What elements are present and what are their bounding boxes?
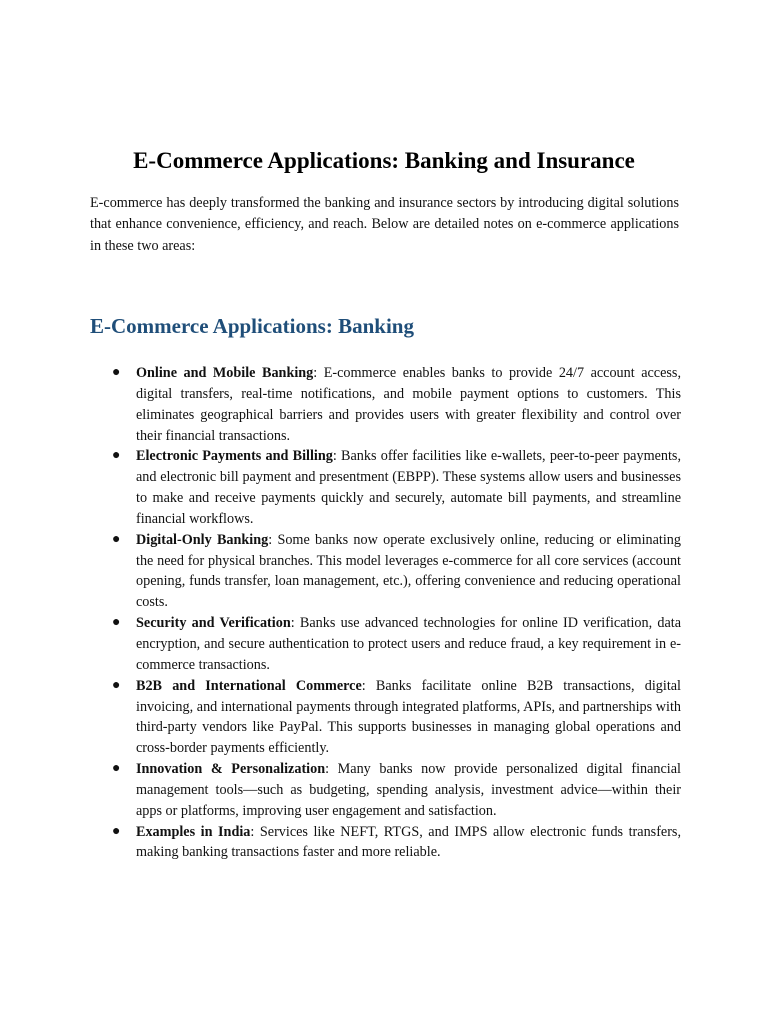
bullet-term: Online and Mobile Banking — [136, 365, 314, 381]
bullet-text: : Some banks now operate exclusively online, reducing or eliminating the need for physical branches. This model leverages e-commerce for all core services (account opening, funds transfer, loan management, etc.), offering convenience and reducing operational costs. — [136, 531, 681, 611]
bullet-icon: ● — [112, 823, 121, 839]
document-title: E-Commerce Applications: Banking and Insurance — [133, 148, 635, 173]
bullet-text: : Banks offer facilities like e-wallets, peer-to-peer payments, and electronic bill payment and presentment (EBPP). These systems allow users and businesses to make and receive payments quickly and securely, automate bill payments, and streamline financial workflows. — [136, 448, 682, 527]
bullet-icon: ● — [112, 677, 121, 693]
section-heading-banking: E-Commerce Applications: Banking — [90, 314, 414, 338]
bullet-text: : Banks use advanced technologies for online ID verification, data encryption, and secure authentication to protect users and reduce fraud, a key requirement in e-commerce transactions. — [136, 615, 681, 673]
intro-paragraph: E-commerce has deeply transformed the banking and insurance sectors by introducing digital solutions that enhance convenience, efficiency, and reach. Below are detailed notes on e-commerce applications in these two areas: — [90, 195, 679, 254]
bullet-term: B2B and International Commerce — [136, 677, 362, 694]
bullet-term: Examples in India — [136, 823, 251, 840]
bullet-item — [112, 613, 681, 676]
bullet-item — [112, 759, 681, 822]
bullet-item — [112, 363, 681, 446]
bullet-item — [112, 822, 682, 864]
bullet-icon: ● — [112, 448, 121, 464]
bullet-icon: ● — [112, 531, 121, 547]
bullet-icon: ● — [112, 761, 121, 777]
bullet-text: : Many banks now provide personalized digital financial management tools—such as budgeting, spending analysis, investment advice—within their apps or platforms, improving user engagement and satisfaction. — [136, 761, 681, 819]
bullet-item — [112, 530, 681, 613]
bullet-term: Security and Verification — [136, 615, 291, 632]
banking-bullet-list — [112, 363, 682, 863]
bullet-term: Electronic Payments and Billing — [136, 448, 333, 465]
bullet-item — [112, 676, 682, 759]
bullet-text: : E-commerce enables banks to provide 24/7 account access, digital transfers, real-time notifications, and mobile payment options to customers. This eliminates geographical barriers and provides users with greater flexibility and control over their financial transactions. — [136, 365, 681, 444]
bullet-icon: ● — [112, 365, 121, 380]
bullet-text: : Banks facilitate online B2B transactions, digital invoicing, and international payments through integrated platforms, APIs, and partnerships with third-party vendors like PayPal. This supports businesses in managing global operations and cross-border payments efficiently. — [136, 677, 682, 757]
bullet-term: Innovation & Personalization — [136, 761, 326, 778]
bullet-icon: ● — [112, 615, 121, 631]
bullet-item — [112, 446, 682, 529]
bullet-term: Digital-Only Banking — [136, 531, 269, 548]
bullet-text: : Services like NEFT, RTGS, and IMPS allow electronic funds transfers, making banking transactions faster and more reliable. — [136, 823, 682, 861]
